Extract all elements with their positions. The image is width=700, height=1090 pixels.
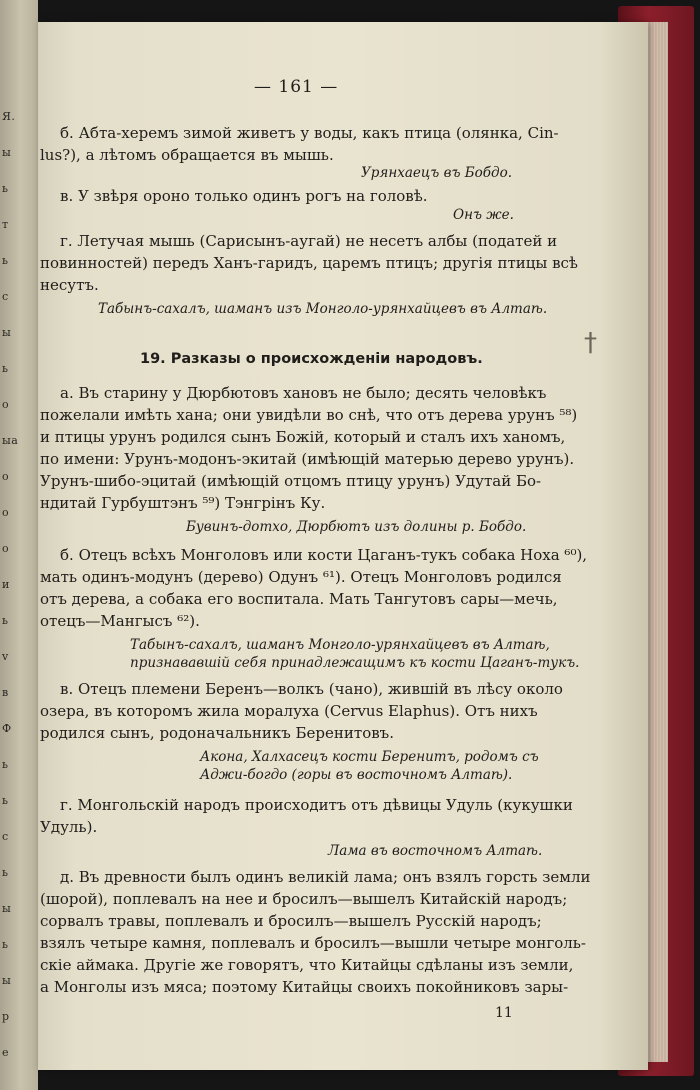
section-heading: 19. Разказы о происхожденіи народовъ.: [140, 351, 483, 367]
text-line: (шорой), поплевалъ на нее и бросилъ—вышелъ Китайскій народъ;: [40, 890, 568, 908]
left-page-fragment: т: [2, 218, 9, 231]
left-page-fragment: Ф: [2, 722, 12, 735]
attribution: Акона, Халхасецъ кости Беренитъ, родомъ съ: [200, 749, 539, 765]
left-page-fragment: ь: [2, 254, 9, 267]
text-line: и птицы урунъ родился сынъ Божій, который и сталъ ихъ ханомъ,: [40, 428, 566, 446]
text-line: в. У звѣря ороно только одинъ рогъ на головѣ.: [60, 187, 428, 205]
left-page-fragment: ь: [2, 866, 9, 879]
left-page-fragment: и: [2, 578, 10, 591]
left-page-fragment: ы: [2, 146, 12, 159]
left-page-fragment: е: [2, 1046, 10, 1059]
left-page-fragment: Я.: [2, 110, 16, 123]
text-line: сорвалъ травы, поплевалъ и бросилъ—вышелъ Русскій народъ;: [40, 912, 542, 930]
text-line: несутъ.: [40, 276, 99, 294]
text-line: г. Монгольскій народъ происходитъ отъ дѣвицы Удуль (кукушки: [60, 796, 573, 814]
left-page-fragment: с: [2, 830, 9, 843]
text-line: lus?), а лѣтомъ обращается въ мышь.: [40, 146, 334, 164]
text-line: Урунъ-шибо-эцитай (имѣющій отцомъ птицу урунъ) Удутай Бо-: [40, 472, 542, 490]
left-page-fragment: о: [2, 398, 10, 411]
text-line: взялъ четыре камня, поплевалъ и бросилъ—вышли четыре монголь-: [40, 934, 586, 952]
attribution: Аджи-богдо (горы въ восточномъ Алтаѣ).: [200, 767, 513, 783]
left-page-fragment: v: [2, 650, 9, 663]
left-page-fragment: в: [2, 686, 9, 699]
left-page-fragment: ь: [2, 938, 9, 951]
book-page: [38, 22, 648, 1070]
text-line: б. Отецъ всѣхъ Монголовъ или кости Цаганъ-тукъ собака Ноха ⁶⁰),: [60, 546, 588, 564]
text-line: д. Въ древности былъ одинъ великій лама; онъ взялъ горсть земли: [60, 868, 591, 886]
text-line: по имени: Урунъ-модонъ-экитай (имѣющій матерью дерево урунъ).: [40, 450, 575, 468]
text-line: отецъ—Мангысъ ⁶²).: [40, 612, 200, 630]
left-page-fragment: о: [2, 542, 10, 555]
margin-mark: †: [584, 328, 597, 358]
attribution: Урянхаецъ въ Бобдо.: [361, 165, 512, 181]
left-page-fragment: ы: [2, 974, 12, 987]
left-page-fragment: ь: [2, 758, 9, 771]
attribution: Лама въ восточномъ Алтаѣ.: [328, 843, 543, 859]
attribution: Табынъ-сахалъ, шаманъ изъ Монголо-урянхайцевъ въ Алтаѣ.: [98, 301, 548, 317]
text-line: Удуль).: [40, 818, 98, 836]
left-page-fragment: ь: [2, 794, 9, 807]
left-page-fragment: о: [2, 470, 10, 483]
left-page-fragment: о: [2, 506, 10, 519]
left-page-fragment: ыа: [2, 434, 19, 447]
text-line: скіе аймака. Другіе же говорятъ, что Китайцы сдѣланы изъ земли,: [40, 956, 574, 974]
left-page-fragment: ь: [2, 362, 9, 375]
text-line: ндитай Гурбуштэнъ ⁵⁹) Тэнгрінъ Ку.: [40, 494, 326, 512]
text-line: а Монголы изъ мяса; поэтому Китайцы своихъ покойниковъ зары-: [40, 978, 569, 996]
signature-mark: 11: [495, 1005, 513, 1021]
text-line: мать одинъ-модунъ (дерево) Одунъ ⁶¹). Отецъ Монголовъ родился: [40, 568, 562, 586]
text-line: повинностей) передъ Ханъ-гаридъ, царемъ птицъ; другія птицы всѣ: [40, 254, 578, 272]
attribution: Бувинъ-дотхо, Дюрбютъ изъ долины р. Бобдо.: [186, 519, 527, 535]
left-page-fragment: р: [2, 1010, 10, 1023]
left-page-fragment: ы: [2, 326, 12, 339]
text-line: г. Летучая мышь (Сарисынъ-аугай) не несетъ албы (податей и: [60, 232, 558, 250]
text-line: озера, въ которомъ жила моралуха (Cervus Elaphus). Отъ нихъ: [40, 702, 538, 720]
text-line: в. Отецъ племени Беренъ—волкъ (чано), жившій въ лѣсу около: [60, 680, 563, 698]
left-facing-page: [0, 0, 38, 1090]
attribution: признававшій себя принадлежащимъ къ кости Цаганъ-тукъ.: [130, 655, 580, 671]
left-page-fragment: c: [2, 290, 9, 303]
attribution: Онъ же.: [453, 207, 514, 223]
text-line: пожелали имѣть хана; они увидѣли во снѣ, что отъ дерева урунъ ⁵⁸): [40, 406, 578, 424]
text-line: б. Абта-херемъ зимой живетъ у воды, какъ птица (олянка, Cin-: [60, 124, 559, 142]
left-page-fragment: ы: [2, 902, 12, 915]
left-page-fragments: [0, 0, 38, 1090]
text-line: а. Въ старину у Дюрбютовъ хановъ не было; десять человѣкъ: [60, 384, 547, 402]
left-page-fragment: ь: [2, 182, 9, 195]
left-page-fragment: ь: [2, 614, 9, 627]
page-number: — 161 —: [254, 77, 339, 97]
text-line: родился сынъ, родоначальникъ Беренитовъ.: [40, 724, 394, 742]
text-line: отъ дерева, а собака его воспитала. Мать Тангутовъ сары—мечь,: [40, 590, 558, 608]
attribution: Табынъ-сахалъ, шаманъ Монголо-урянхайцевъ въ Алтаѣ,: [130, 637, 550, 653]
